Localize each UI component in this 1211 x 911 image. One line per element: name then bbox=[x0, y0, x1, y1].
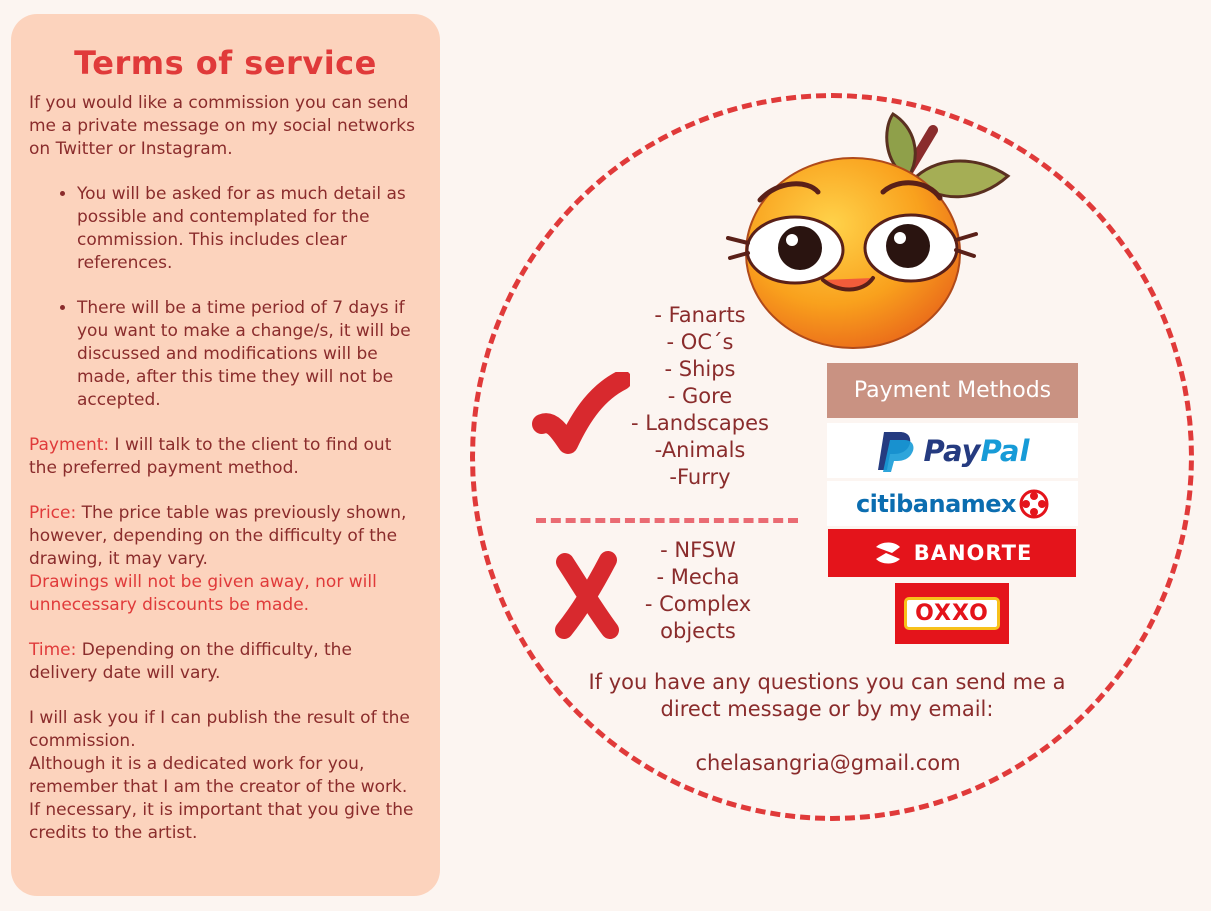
banorte-icon bbox=[872, 541, 906, 565]
accepted-item: - Fanarts bbox=[654, 303, 746, 327]
terms-bullets bbox=[29, 183, 422, 412]
price-text: The price table was previously shown, however, depending on the difficulty of the drawing, it may vary. bbox=[29, 503, 407, 569]
time-text: Depending on the difficulty, the delivery date will vary. bbox=[29, 640, 352, 683]
citibanamex-text: citibanamex bbox=[855, 489, 1017, 518]
payment-methods-header: Payment Methods bbox=[827, 363, 1078, 418]
credits-text: Although it is a dedicated work for you, remember that I am the creator of the work. If necessary, it is important that you give the credits to the artist. bbox=[29, 754, 414, 843]
price-label: Price: bbox=[29, 503, 77, 523]
terms-panel bbox=[11, 14, 440, 896]
banorte-text: BANORTE bbox=[913, 541, 1033, 565]
terms-publish bbox=[29, 707, 422, 845]
rejected-list bbox=[628, 537, 768, 645]
citibanamex-logo bbox=[827, 481, 1078, 526]
terms-payment bbox=[29, 434, 422, 480]
paypal-text-pay: Pay bbox=[923, 433, 981, 468]
contact-email: chelasangria@gmail.com bbox=[695, 751, 961, 775]
banorte-logo bbox=[828, 529, 1076, 577]
terms-body bbox=[29, 92, 422, 845]
terms-title: Terms of service bbox=[74, 44, 377, 82]
oxxo-text: OXXO bbox=[904, 597, 1000, 630]
terms-bullet-detail: • You will be asked for as much detail as possible and contemplated for the commission. This includes clear references. bbox=[77, 183, 422, 275]
accepted-item: - Landscapes bbox=[630, 411, 769, 435]
accepted-item: - Ships bbox=[664, 357, 736, 381]
time-label: Time: bbox=[29, 640, 77, 660]
rejected-item: - Mecha bbox=[656, 565, 740, 589]
terms-bullet-changes: • There will be a time period of 7 days if you want to make a change/s, it will be discussed and modifications will be made, after this time they will not be accepted. bbox=[77, 297, 422, 412]
payment-label: Payment: bbox=[29, 435, 110, 455]
price-warning: Drawings will not be given away, nor will unnecessary discounts be made. bbox=[29, 572, 377, 615]
rejected-item: objects bbox=[660, 619, 736, 643]
citibanamex-flower-icon bbox=[1019, 489, 1049, 519]
x-mark-icon bbox=[550, 550, 625, 640]
payment-text: I will talk to the client to find out the preferred payment method. bbox=[29, 435, 392, 478]
accepted-item: -Furry bbox=[669, 465, 731, 489]
check-mark-icon bbox=[530, 372, 630, 467]
rejected-item: - Complex bbox=[644, 592, 752, 616]
accepted-list bbox=[610, 302, 790, 491]
accepted-item: - OC´s bbox=[666, 330, 734, 354]
paypal-text-pal: Pal bbox=[980, 433, 1030, 468]
rejected-item: - NFSW bbox=[660, 538, 736, 562]
paypal-icon bbox=[876, 430, 916, 472]
contact-message: If you have any questions you can send me a direct message or by my email: bbox=[588, 670, 1066, 721]
paypal-logo bbox=[827, 423, 1078, 478]
terms-time bbox=[29, 639, 422, 685]
oxxo-logo bbox=[895, 583, 1009, 644]
dashed-divider bbox=[536, 518, 798, 523]
terms-intro: If you would like a commission you can send me a private message on my social networks on Twitter or Instagram. bbox=[29, 93, 415, 159]
accepted-item: -Animals bbox=[654, 438, 746, 462]
publish-text: I will ask you if I can publish the result of the commission. bbox=[29, 708, 410, 751]
terms-price bbox=[29, 502, 422, 617]
accepted-item: - Gore bbox=[667, 384, 733, 408]
